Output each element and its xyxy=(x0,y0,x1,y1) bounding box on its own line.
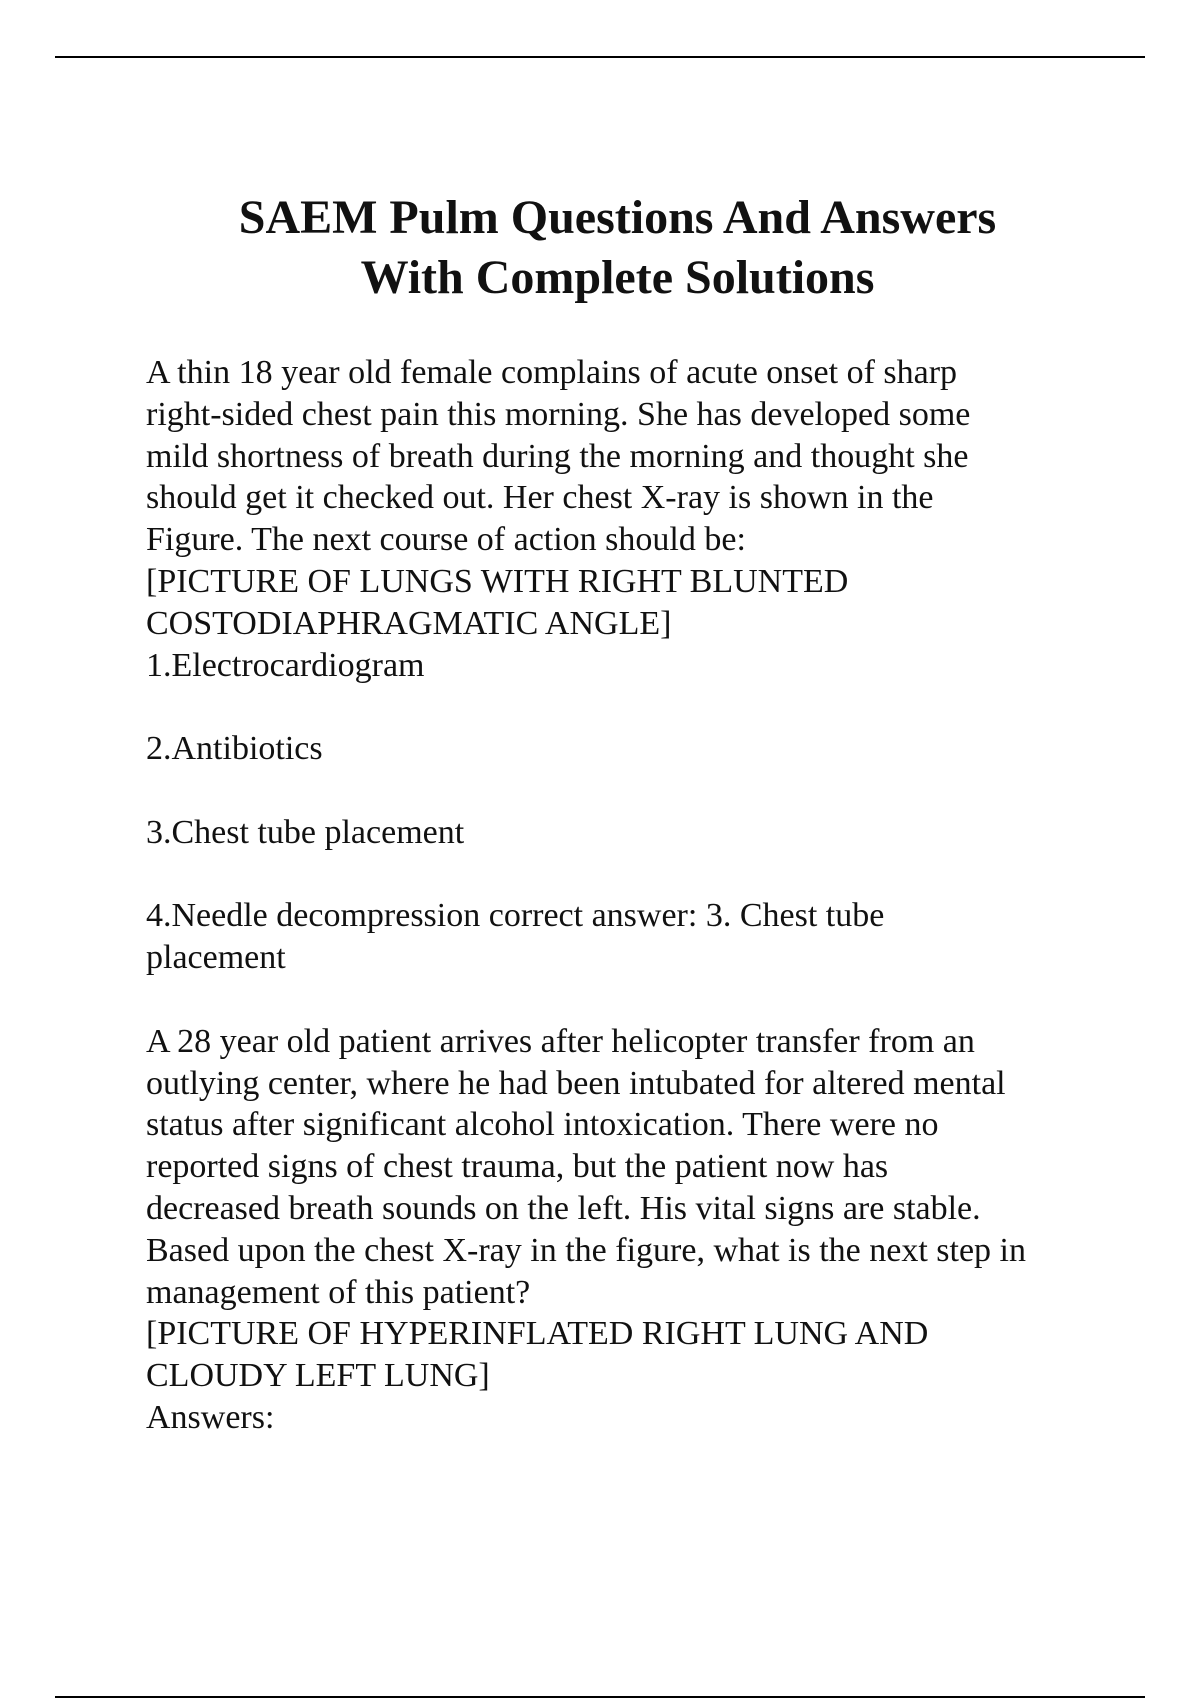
question-2-stem-line: Based upon the chest X-ray in the figure, what is the next step in xyxy=(146,1231,1026,1269)
question-1-option-3: 3.Chest tube placement xyxy=(146,813,465,851)
spacer xyxy=(146,770,1146,812)
question-1-figure-placeholder: [PICTURE OF LUNGS WITH RIGHT BLUNTED xyxy=(146,562,849,600)
question-2-figure-placeholder: [PICTURE OF HYPERINFLATED RIGHT LUNG AND xyxy=(146,1315,929,1353)
question-1-stem-line: right-sided chest pain this morning. She has developed some xyxy=(146,395,971,433)
title-line-1: SAEM Pulm Questions And Answers xyxy=(238,191,997,244)
document-title xyxy=(0,188,1200,308)
top-rule xyxy=(55,56,1145,58)
question-1-figure-placeholder: COSTODIAPHRAGMATIC ANGLE] xyxy=(146,604,672,642)
spacer xyxy=(146,979,1146,1021)
title-line-2: With Complete Solutions xyxy=(360,251,875,304)
question-1-answer-continuation: placement xyxy=(146,939,286,977)
question-1-stem-line: mild shortness of breath during the morning and thought she xyxy=(146,437,969,475)
question-2-answers-label: Answers: xyxy=(146,1398,275,1436)
question-1-option-4-with-answer: 4.Needle decompression correct answer: 3. Chest tube xyxy=(146,897,885,935)
question-2-stem-line: status after significant alcohol intoxication. There were no xyxy=(146,1106,939,1144)
bottom-rule xyxy=(55,1696,1145,1698)
spacer xyxy=(146,854,1146,896)
question-2-stem-line: outlying center, where he had been intubated for altered mental xyxy=(146,1064,1006,1102)
question-2-stem-line: reported signs of chest trauma, but the patient now has xyxy=(146,1148,889,1186)
spacer xyxy=(146,686,1146,728)
document-body xyxy=(146,352,1146,1439)
question-2-stem-line: A 28 year old patient arrives after helicopter transfer from an xyxy=(146,1022,975,1060)
question-2-stem-line: management of this patient? xyxy=(146,1273,531,1311)
question-1 xyxy=(146,352,1146,979)
question-1-option-2: 2.Antibiotics xyxy=(146,730,323,768)
question-1-option-1: 1.Electrocardiogram xyxy=(146,646,425,684)
question-1-stem-line: Figure. The next course of action should be: xyxy=(146,521,746,559)
question-2 xyxy=(146,1021,1146,1439)
question-1-stem-line: should get it checked out. Her chest X-ray is shown in the xyxy=(146,479,934,517)
question-2-figure-placeholder: CLOUDY LEFT LUNG] xyxy=(146,1357,490,1395)
question-1-stem-line: A thin 18 year old female complains of acute onset of sharp xyxy=(146,354,958,391)
question-2-stem-line: decreased breath sounds on the left. His vital signs are stable. xyxy=(146,1189,981,1227)
